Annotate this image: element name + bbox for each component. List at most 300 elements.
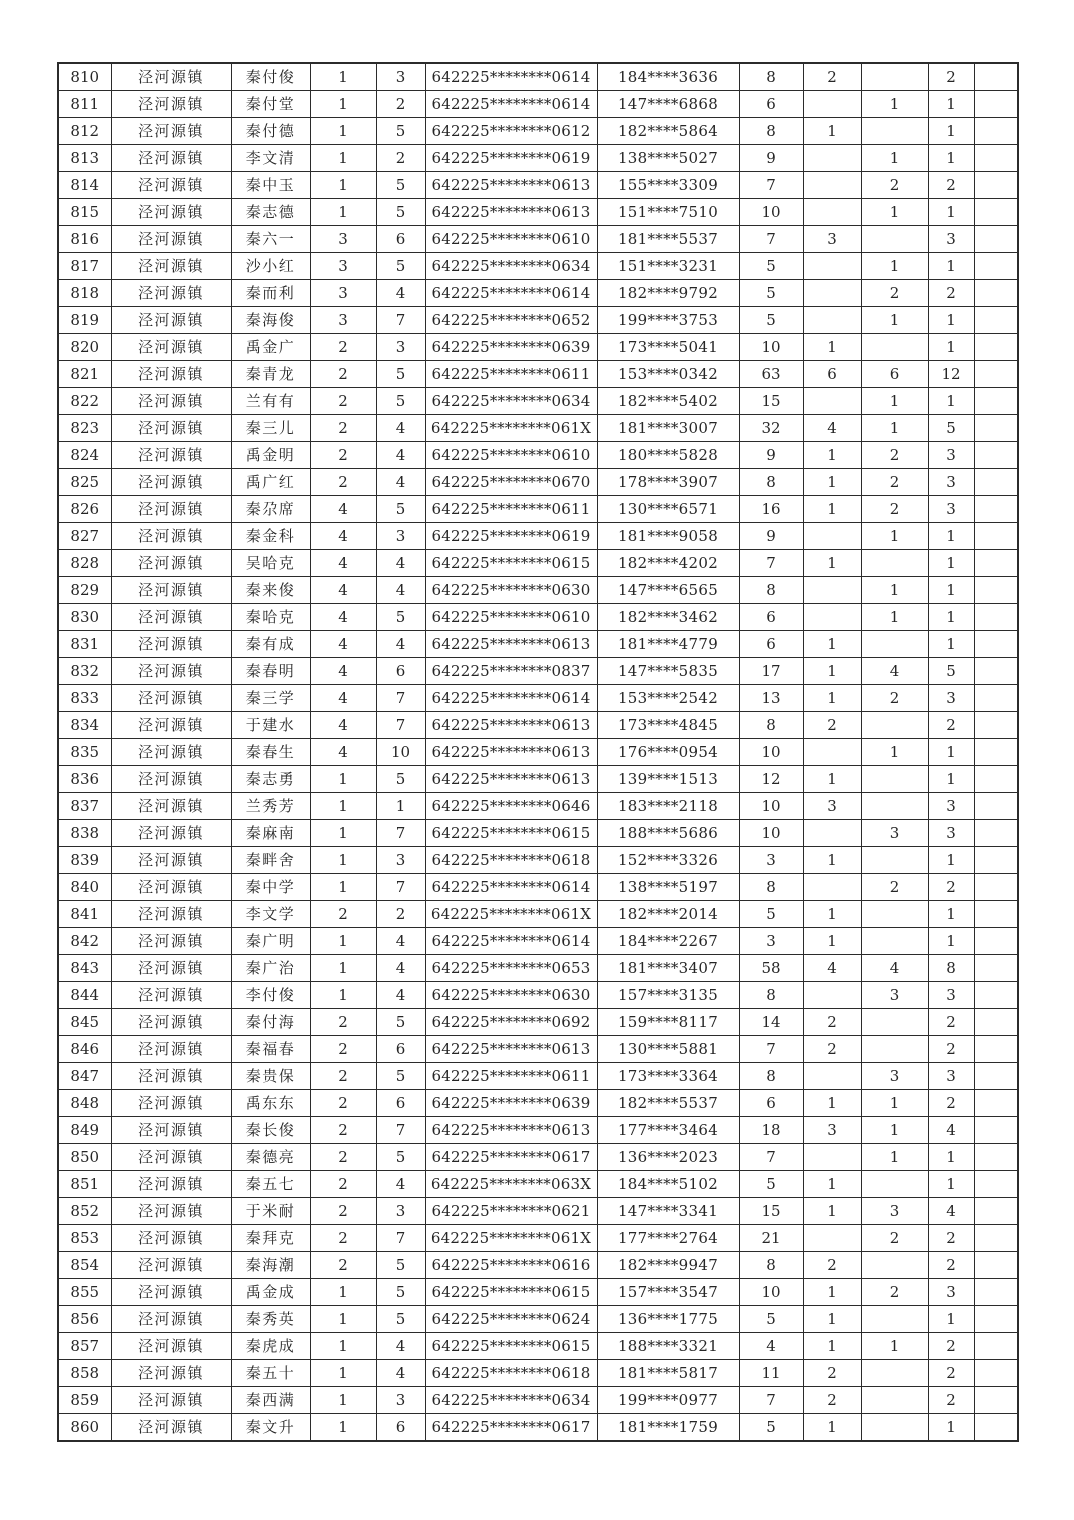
cell-num-5 (861, 766, 928, 793)
cell-phone-masked: 177****3464 (597, 1117, 739, 1144)
cell-num-2: 7 (376, 307, 425, 334)
cell-num-5: 1 (861, 739, 928, 766)
cell-name: 秦文升 (231, 1414, 310, 1442)
cell-num-5: 2 (861, 442, 928, 469)
table-row (58, 442, 1018, 469)
cell-num-5: 1 (861, 91, 928, 118)
cell-name: 沙小红 (231, 253, 310, 280)
cell-num-6: 2 (928, 172, 974, 199)
cell-blank (974, 1387, 1018, 1414)
cell-id-masked: 642225********0613 (425, 631, 597, 658)
cell-num-2: 2 (376, 91, 425, 118)
cell-blank (974, 1333, 1018, 1360)
cell-name: 秦三儿 (231, 415, 310, 442)
table-row (58, 1279, 1018, 1306)
cell-num-6: 1 (928, 253, 974, 280)
cell-num-2: 7 (376, 1117, 425, 1144)
cell-town: 泾河源镇 (111, 1279, 231, 1306)
table-row (58, 307, 1018, 334)
cell-id-masked: 642225********0652 (425, 307, 597, 334)
cell-seq: 823 (58, 415, 111, 442)
cell-seq: 848 (58, 1090, 111, 1117)
table-row (58, 1252, 1018, 1279)
cell-town: 泾河源镇 (111, 361, 231, 388)
cell-num-5: 2 (861, 469, 928, 496)
cell-num-5: 6 (861, 361, 928, 388)
cell-num-1: 3 (310, 253, 376, 280)
cell-num-3: 10 (739, 199, 803, 226)
cell-num-3: 5 (739, 1414, 803, 1442)
cell-id-masked: 642225********0621 (425, 1198, 597, 1225)
cell-town: 泾河源镇 (111, 496, 231, 523)
cell-blank (974, 1252, 1018, 1279)
cell-blank (974, 685, 1018, 712)
cell-num-5 (861, 928, 928, 955)
cell-num-1: 1 (310, 1279, 376, 1306)
cell-name: 李文清 (231, 145, 310, 172)
cell-phone-masked: 173****4845 (597, 712, 739, 739)
cell-id-masked: 642225********0613 (425, 712, 597, 739)
cell-town: 泾河源镇 (111, 280, 231, 307)
cell-phone-masked: 182****9792 (597, 280, 739, 307)
cell-name: 兰秀芳 (231, 793, 310, 820)
cell-num-5 (861, 1009, 928, 1036)
cell-num-2: 5 (376, 496, 425, 523)
cell-num-4: 1 (803, 1279, 861, 1306)
cell-seq: 828 (58, 550, 111, 577)
cell-num-4 (803, 820, 861, 847)
cell-seq: 827 (58, 523, 111, 550)
cell-num-6: 2 (928, 63, 974, 91)
table-row (58, 145, 1018, 172)
cell-num-2: 2 (376, 901, 425, 928)
roster-table-body (58, 63, 1018, 1441)
cell-num-2: 3 (376, 334, 425, 361)
cell-num-4 (803, 874, 861, 901)
cell-num-4: 1 (803, 631, 861, 658)
cell-name: 秦秀英 (231, 1306, 310, 1333)
table-row (58, 361, 1018, 388)
table-row (58, 388, 1018, 415)
cell-num-1: 2 (310, 1225, 376, 1252)
cell-num-1: 2 (310, 334, 376, 361)
cell-name: 秦五十 (231, 1360, 310, 1387)
cell-num-2: 4 (376, 1333, 425, 1360)
table-row (58, 901, 1018, 928)
cell-seq: 819 (58, 307, 111, 334)
cell-town: 泾河源镇 (111, 847, 231, 874)
cell-phone-masked: 182****4202 (597, 550, 739, 577)
cell-seq: 840 (58, 874, 111, 901)
cell-num-3: 8 (739, 1252, 803, 1279)
cell-num-6: 1 (928, 901, 974, 928)
cell-num-2: 7 (376, 712, 425, 739)
cell-blank (974, 658, 1018, 685)
cell-num-6: 3 (928, 793, 974, 820)
cell-num-2: 5 (376, 361, 425, 388)
cell-id-masked: 642225********0634 (425, 253, 597, 280)
cell-phone-masked: 176****0954 (597, 739, 739, 766)
cell-name: 兰有有 (231, 388, 310, 415)
cell-num-4: 1 (803, 928, 861, 955)
cell-num-1: 1 (310, 145, 376, 172)
cell-num-2: 5 (376, 118, 425, 145)
cell-name: 秦广明 (231, 928, 310, 955)
cell-num-1: 1 (310, 172, 376, 199)
cell-num-4: 1 (803, 496, 861, 523)
cell-num-6: 2 (928, 1252, 974, 1279)
cell-num-6: 1 (928, 1171, 974, 1198)
cell-phone-masked: 153****2542 (597, 685, 739, 712)
cell-num-4 (803, 388, 861, 415)
cell-num-2: 6 (376, 1036, 425, 1063)
cell-num-4: 4 (803, 955, 861, 982)
cell-num-4: 1 (803, 685, 861, 712)
cell-town: 泾河源镇 (111, 1225, 231, 1252)
cell-blank (974, 361, 1018, 388)
cell-num-2: 4 (376, 631, 425, 658)
cell-num-6: 1 (928, 604, 974, 631)
cell-num-2: 5 (376, 199, 425, 226)
cell-name: 秦麻南 (231, 820, 310, 847)
table-row (58, 172, 1018, 199)
cell-num-6: 1 (928, 1144, 974, 1171)
cell-seq: 832 (58, 658, 111, 685)
cell-blank (974, 469, 1018, 496)
cell-num-5: 1 (861, 1117, 928, 1144)
cell-town: 泾河源镇 (111, 1036, 231, 1063)
table-row (58, 1333, 1018, 1360)
cell-name: 李付俊 (231, 982, 310, 1009)
cell-name: 秦贵保 (231, 1063, 310, 1090)
cell-num-5 (861, 334, 928, 361)
cell-num-5 (861, 118, 928, 145)
cell-seq: 843 (58, 955, 111, 982)
cell-num-1: 4 (310, 604, 376, 631)
cell-num-6: 1 (928, 388, 974, 415)
cell-seq: 847 (58, 1063, 111, 1090)
table-row (58, 550, 1018, 577)
cell-name: 秦中学 (231, 874, 310, 901)
cell-num-4: 1 (803, 118, 861, 145)
cell-num-3: 6 (739, 91, 803, 118)
cell-seq: 816 (58, 226, 111, 253)
cell-phone-masked: 182****9947 (597, 1252, 739, 1279)
cell-id-masked: 642225********0630 (425, 577, 597, 604)
cell-blank (974, 1279, 1018, 1306)
cell-phone-masked: 138****5197 (597, 874, 739, 901)
cell-id-masked: 642225********0646 (425, 793, 597, 820)
cell-num-3: 6 (739, 1090, 803, 1117)
cell-num-4: 2 (803, 1252, 861, 1279)
cell-num-5 (861, 1036, 928, 1063)
cell-blank (974, 334, 1018, 361)
cell-num-2: 7 (376, 685, 425, 712)
cell-town: 泾河源镇 (111, 1171, 231, 1198)
cell-num-6: 1 (928, 631, 974, 658)
cell-num-5 (861, 1252, 928, 1279)
cell-blank (974, 1225, 1018, 1252)
cell-phone-masked: 157****3135 (597, 982, 739, 1009)
cell-num-3: 8 (739, 982, 803, 1009)
cell-id-masked: 642225********0614 (425, 91, 597, 118)
cell-num-5: 4 (861, 955, 928, 982)
cell-num-5 (861, 63, 928, 91)
cell-id-masked: 642225********0611 (425, 361, 597, 388)
cell-phone-masked: 181****1759 (597, 1414, 739, 1442)
cell-num-3: 11 (739, 1360, 803, 1387)
cell-town: 泾河源镇 (111, 442, 231, 469)
cell-num-3: 21 (739, 1225, 803, 1252)
cell-phone-masked: 181****3407 (597, 955, 739, 982)
cell-num-5: 1 (861, 1333, 928, 1360)
cell-num-1: 1 (310, 982, 376, 1009)
table-row (58, 226, 1018, 253)
cell-town: 泾河源镇 (111, 685, 231, 712)
cell-blank (974, 604, 1018, 631)
cell-seq: 841 (58, 901, 111, 928)
cell-seq: 860 (58, 1414, 111, 1442)
cell-num-3: 58 (739, 955, 803, 982)
cell-blank (974, 901, 1018, 928)
cell-phone-masked: 147****6868 (597, 91, 739, 118)
cell-num-4: 3 (803, 1117, 861, 1144)
table-row (58, 1036, 1018, 1063)
cell-name: 秦青龙 (231, 361, 310, 388)
cell-num-5 (861, 1306, 928, 1333)
cell-seq: 812 (58, 118, 111, 145)
table-row (58, 1198, 1018, 1225)
cell-num-4: 2 (803, 1036, 861, 1063)
cell-blank (974, 63, 1018, 91)
cell-num-4: 2 (803, 712, 861, 739)
cell-town: 泾河源镇 (111, 1009, 231, 1036)
cell-num-2: 3 (376, 63, 425, 91)
cell-num-3: 6 (739, 631, 803, 658)
cell-id-masked: 642225********0614 (425, 280, 597, 307)
cell-num-3: 5 (739, 1306, 803, 1333)
cell-phone-masked: 181****9058 (597, 523, 739, 550)
cell-num-2: 2 (376, 145, 425, 172)
cell-num-1: 4 (310, 496, 376, 523)
cell-id-masked: 642225********0613 (425, 1117, 597, 1144)
cell-num-1: 2 (310, 361, 376, 388)
table-row (58, 280, 1018, 307)
cell-num-4: 1 (803, 1306, 861, 1333)
cell-id-masked: 642225********0614 (425, 685, 597, 712)
cell-num-6: 1 (928, 766, 974, 793)
cell-num-1: 2 (310, 1117, 376, 1144)
table-row (58, 874, 1018, 901)
cell-num-6: 1 (928, 145, 974, 172)
cell-id-masked: 642225********0612 (425, 118, 597, 145)
cell-num-5 (861, 712, 928, 739)
cell-num-4: 2 (803, 1387, 861, 1414)
cell-num-4: 4 (803, 415, 861, 442)
cell-num-1: 1 (310, 793, 376, 820)
cell-phone-masked: 182****2014 (597, 901, 739, 928)
cell-num-6: 4 (928, 1117, 974, 1144)
cell-num-5: 1 (861, 199, 928, 226)
cell-phone-masked: 184****3636 (597, 63, 739, 91)
cell-num-6: 8 (928, 955, 974, 982)
cell-num-5: 1 (861, 415, 928, 442)
cell-num-3: 10 (739, 739, 803, 766)
table-row (58, 1144, 1018, 1171)
cell-num-1: 1 (310, 1360, 376, 1387)
cell-num-5: 2 (861, 172, 928, 199)
cell-num-6: 2 (928, 1036, 974, 1063)
cell-name: 秦付德 (231, 118, 310, 145)
cell-num-6: 1 (928, 307, 974, 334)
cell-num-4 (803, 307, 861, 334)
table-row (58, 523, 1018, 550)
cell-phone-masked: 173****5041 (597, 334, 739, 361)
cell-num-3: 13 (739, 685, 803, 712)
cell-town: 泾河源镇 (111, 145, 231, 172)
cell-id-masked: 642225********0614 (425, 874, 597, 901)
cell-name: 秦志德 (231, 199, 310, 226)
table-row (58, 1360, 1018, 1387)
cell-num-3: 10 (739, 334, 803, 361)
cell-blank (974, 145, 1018, 172)
table-row (58, 847, 1018, 874)
cell-seq: 811 (58, 91, 111, 118)
cell-phone-masked: 147****3341 (597, 1198, 739, 1225)
table-row (58, 766, 1018, 793)
cell-phone-masked: 178****3907 (597, 469, 739, 496)
cell-phone-masked: 182****5537 (597, 1090, 739, 1117)
cell-num-3: 8 (739, 712, 803, 739)
cell-num-2: 5 (376, 1279, 425, 1306)
cell-num-3: 7 (739, 1036, 803, 1063)
cell-blank (974, 739, 1018, 766)
cell-num-6: 2 (928, 1360, 974, 1387)
cell-name: 秦哈克 (231, 604, 310, 631)
cell-num-3: 9 (739, 145, 803, 172)
cell-seq: 814 (58, 172, 111, 199)
cell-num-3: 9 (739, 523, 803, 550)
cell-town: 泾河源镇 (111, 91, 231, 118)
cell-num-4: 1 (803, 901, 861, 928)
cell-blank (974, 496, 1018, 523)
cell-phone-masked: 183****2118 (597, 793, 739, 820)
cell-town: 泾河源镇 (111, 172, 231, 199)
cell-num-5: 3 (861, 1063, 928, 1090)
cell-blank (974, 91, 1018, 118)
cell-num-2: 3 (376, 847, 425, 874)
cell-blank (974, 253, 1018, 280)
cell-town: 泾河源镇 (111, 658, 231, 685)
cell-blank (974, 442, 1018, 469)
cell-num-5: 3 (861, 1198, 928, 1225)
cell-town: 泾河源镇 (111, 550, 231, 577)
cell-name: 秦福春 (231, 1036, 310, 1063)
cell-seq: 825 (58, 469, 111, 496)
cell-num-3: 3 (739, 847, 803, 874)
table-row (58, 820, 1018, 847)
cell-town: 泾河源镇 (111, 604, 231, 631)
cell-num-1: 1 (310, 1414, 376, 1442)
cell-id-masked: 642225********0618 (425, 1360, 597, 1387)
cell-blank (974, 955, 1018, 982)
cell-town: 泾河源镇 (111, 577, 231, 604)
cell-seq: 833 (58, 685, 111, 712)
cell-num-6: 1 (928, 334, 974, 361)
cell-num-3: 7 (739, 1387, 803, 1414)
cell-num-4 (803, 577, 861, 604)
cell-seq: 849 (58, 1117, 111, 1144)
cell-num-1: 1 (310, 874, 376, 901)
cell-id-masked: 642225********0613 (425, 1036, 597, 1063)
table-row (58, 712, 1018, 739)
cell-num-2: 5 (376, 1009, 425, 1036)
cell-blank (974, 550, 1018, 577)
cell-num-4 (803, 1063, 861, 1090)
cell-num-4 (803, 604, 861, 631)
cell-num-1: 4 (310, 712, 376, 739)
cell-num-4: 1 (803, 847, 861, 874)
cell-num-3: 5 (739, 280, 803, 307)
cell-num-6: 3 (928, 685, 974, 712)
cell-num-5: 1 (861, 577, 928, 604)
cell-town: 泾河源镇 (111, 388, 231, 415)
cell-num-3: 5 (739, 901, 803, 928)
cell-blank (974, 1198, 1018, 1225)
cell-phone-masked: 147****6565 (597, 577, 739, 604)
cell-seq: 859 (58, 1387, 111, 1414)
cell-num-6: 2 (928, 1387, 974, 1414)
cell-seq: 829 (58, 577, 111, 604)
cell-name: 秦海潮 (231, 1252, 310, 1279)
cell-phone-masked: 188****3321 (597, 1333, 739, 1360)
cell-num-4 (803, 739, 861, 766)
cell-num-5 (861, 847, 928, 874)
cell-town: 泾河源镇 (111, 226, 231, 253)
cell-blank (974, 307, 1018, 334)
cell-num-1: 1 (310, 820, 376, 847)
cell-num-1: 2 (310, 1252, 376, 1279)
cell-phone-masked: 199****0977 (597, 1387, 739, 1414)
cell-num-3: 8 (739, 469, 803, 496)
cell-town: 泾河源镇 (111, 469, 231, 496)
cell-name: 秦春明 (231, 658, 310, 685)
cell-num-6: 1 (928, 118, 974, 145)
cell-num-4: 3 (803, 793, 861, 820)
cell-phone-masked: 184****5102 (597, 1171, 739, 1198)
cell-num-1: 1 (310, 928, 376, 955)
cell-num-3: 10 (739, 793, 803, 820)
cell-num-4 (803, 253, 861, 280)
cell-town: 泾河源镇 (111, 901, 231, 928)
cell-phone-masked: 155****3309 (597, 172, 739, 199)
cell-num-2: 6 (376, 658, 425, 685)
cell-num-4: 1 (803, 658, 861, 685)
cell-num-5 (861, 1414, 928, 1442)
cell-num-5: 4 (861, 658, 928, 685)
cell-num-6: 1 (928, 1306, 974, 1333)
cell-id-masked: 642225********0610 (425, 604, 597, 631)
cell-num-5: 2 (861, 496, 928, 523)
cell-num-2: 5 (376, 1306, 425, 1333)
cell-num-4 (803, 1144, 861, 1171)
cell-num-4: 1 (803, 469, 861, 496)
cell-town: 泾河源镇 (111, 334, 231, 361)
cell-num-6: 2 (928, 1009, 974, 1036)
cell-num-1: 2 (310, 1036, 376, 1063)
cell-blank (974, 1414, 1018, 1442)
cell-town: 泾河源镇 (111, 199, 231, 226)
